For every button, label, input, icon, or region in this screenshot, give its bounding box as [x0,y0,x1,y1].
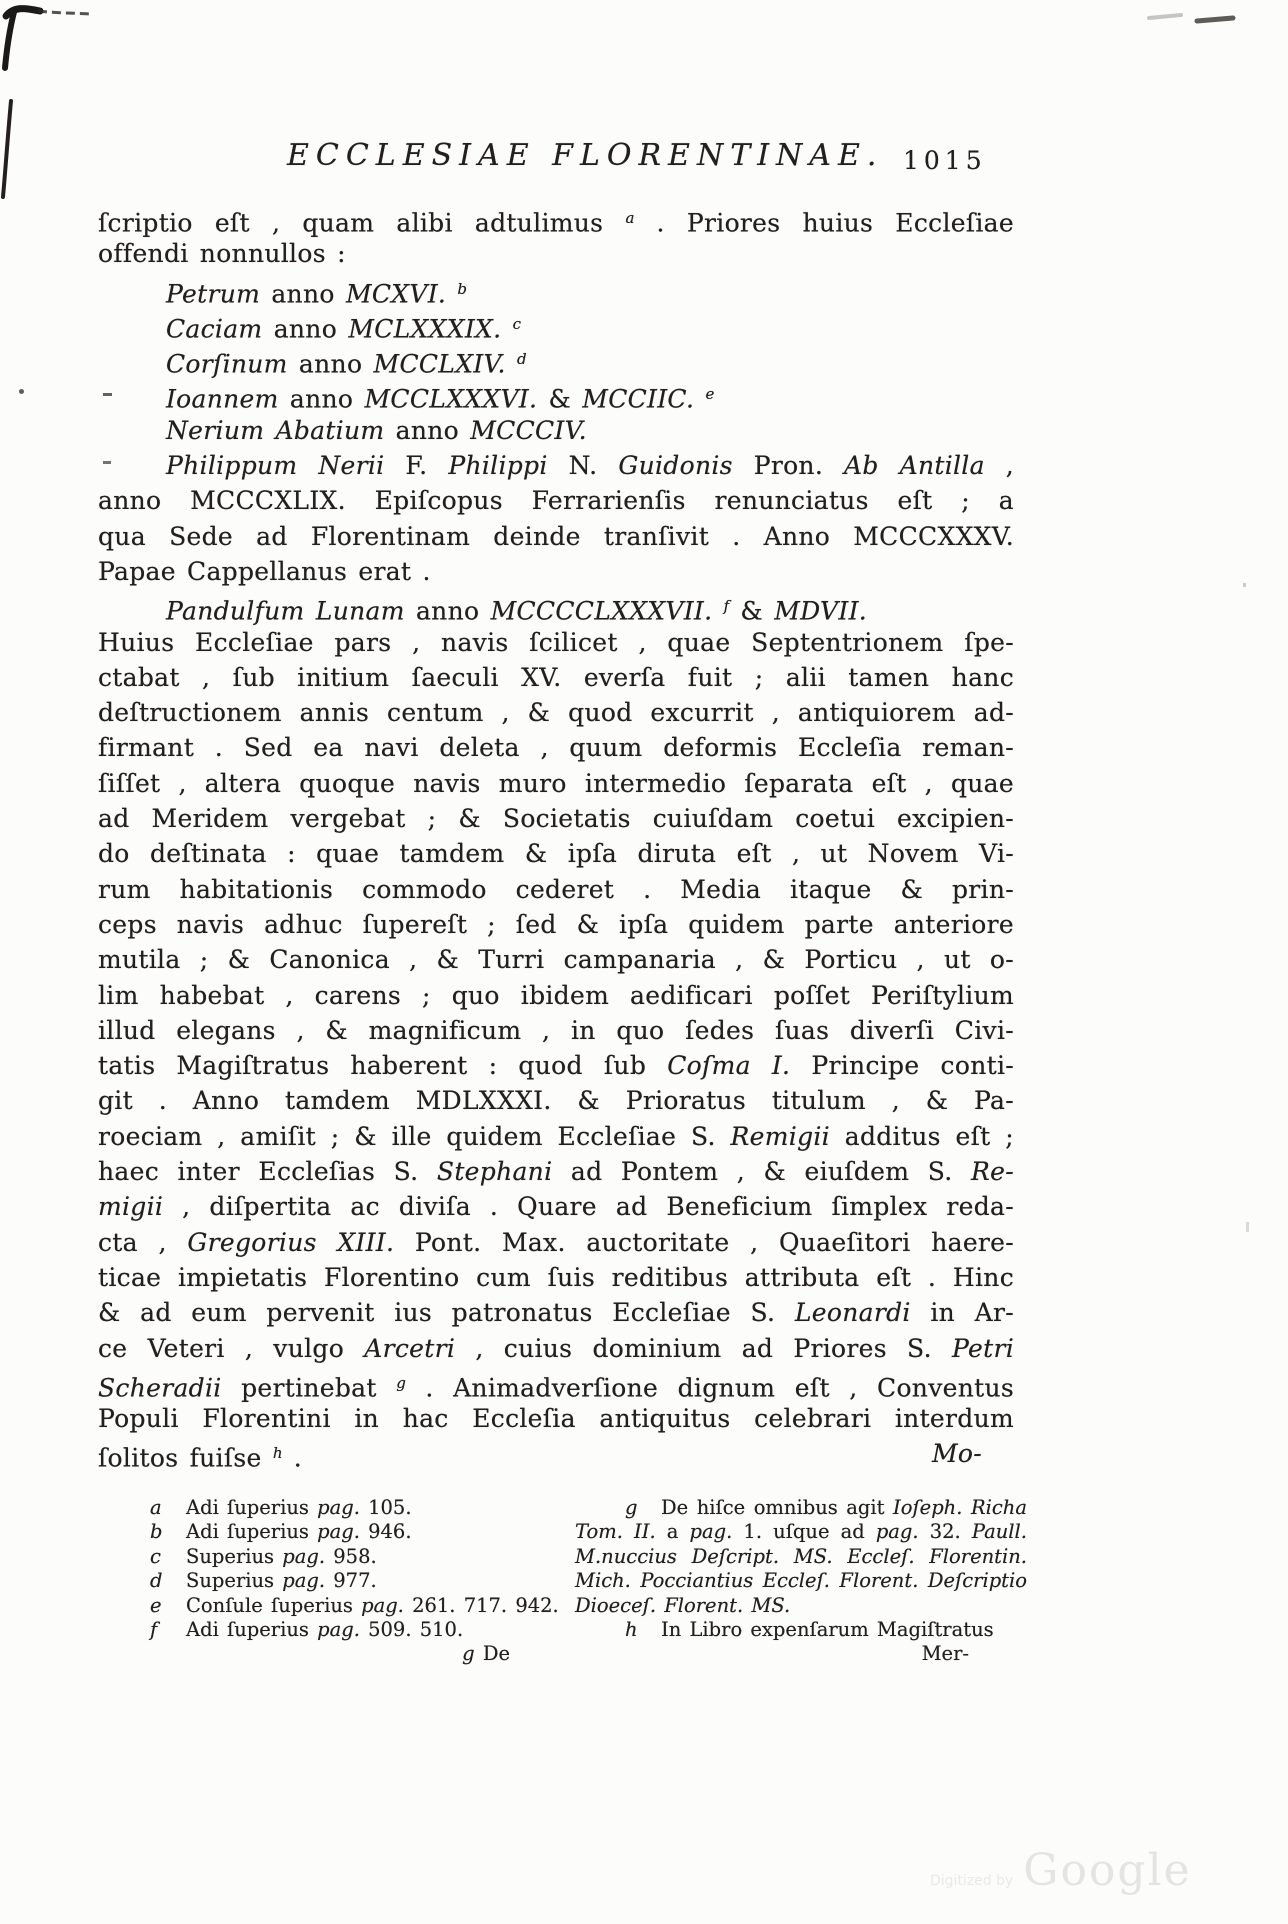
text-segment [712,597,723,626]
text-line [150,1496,548,1520]
text-segment: Mich. Pocciantius Eccleſ. Florent. Deſcriptio [575,1569,1027,1593]
text-segment: deſtructionem annis centum , & quod excurrit , antiquiorem ad- [98,698,1014,728]
text-segment: Ioannem [166,384,279,414]
text-segment: Petri [952,1333,1015,1363]
text-segment: . Animadverſione dignum eſt , Conventus [405,1373,1015,1403]
text-segment: , cuius dominium ad Priores S. [455,1333,953,1363]
text-line [98,1189,1014,1224]
text-segment: ticae impietatis Florentino cum ſuis reditibus attributa eſt . Hinc [98,1262,1014,1292]
text-line [98,413,1014,448]
text-segment: pag. [317,1617,360,1641]
footnote-reference: a [625,209,635,227]
text-segment: Scheradii [98,1373,222,1403]
text-segment: Huius Eccleſiae pars , navis ſcilicet , quae Septentrionem ſpe- [98,627,1014,657]
ink-stroke-mark [0,0,130,220]
text-line [98,589,1014,624]
footnote-reference: e [705,385,715,404]
footnote-marker: b [150,1520,163,1544]
text-line [98,1401,1014,1436]
text-segment: 958. [325,1544,377,1568]
text-segment: , diſpertita ac diviſa . Quare ad Beneficium ſimplex reda- [163,1192,1014,1222]
text-segment: In Libro expenſarum Magiſtratus [661,1617,994,1641]
text-line [98,766,1014,801]
text-line [575,1618,1027,1642]
text-segment: firmant . Sed ea navi deleta , quum deformis Eccleſia reman- [98,733,1014,763]
text-segment: anno [287,349,374,379]
text-segment: Adi ſuperius [186,1496,318,1519]
text-segment: ceps navis adhuc ſupereſt ; ſed & ipſa quidem parte anteriore [98,909,1014,939]
text-segment: De hiſce omnibus agit [661,1496,893,1519]
text-segment: & [729,596,775,626]
footnote-marker: c [150,1544,161,1568]
text-line [98,695,1014,730]
text-segment: Guidonis [618,451,733,481]
text-line [98,942,1014,977]
text-segment: Gregorius XIII. [187,1227,395,1257]
text-line [98,1013,1014,1048]
text-line [150,1520,548,1544]
text-line [98,801,1014,836]
text-segment: offendi nonnullos : [98,239,346,269]
text-line [98,1225,1014,1260]
text-segment: illud elegans , & magnificum , in quo ſedes ſuas diverſi Civi- [98,1015,1014,1045]
text-line [98,519,1014,554]
text-line [98,1260,1014,1295]
text-segment: lim habebat , carens ; quo ibidem aedificari poſſet Periſtylium [98,980,1014,1010]
text-line [98,377,1014,412]
text-segment: ce Veteri , vulgo [98,1333,365,1363]
text-segment: Coſma I. [667,1051,791,1081]
body-text [98,201,1014,1472]
text-segment: pag. [317,1520,360,1544]
text-segment: do deſtinata : quae tamdem & ipſa diruta eſt , ut Novem Vi- [98,839,1014,869]
text-segment: Principe conti- [790,1051,1014,1081]
text-line [98,978,1014,1013]
text-segment: M.nuccius Deſcript. MS. Eccleſ. Florentin. [575,1544,1027,1568]
text-segment: ſcriptio eſt , quam alibi adtulimus [98,208,626,238]
text-line [98,448,1014,483]
catchword: Mo- [932,1439,982,1469]
text-line [575,1520,1027,1544]
text-segment: N. [547,451,619,481]
text-line [98,1366,1014,1401]
text-segment: Nerium Abatium [166,415,385,445]
text-line [575,1594,1027,1618]
text-segment: Re- [971,1157,1015,1187]
text-segment: anno [404,596,491,626]
text-segment: Dioeceſ. Florent. MS. [575,1593,791,1617]
text-line [98,1295,1014,1330]
text-segment: MCCLXXXVI. [364,384,538,414]
text-line [98,554,1014,589]
footnote-marker: g [625,1496,638,1519]
text-segment: Mer- [921,1642,969,1666]
text-segment: 1. uſque ad [732,1520,876,1544]
text-segment: rum habitationis commodo cederet . Media itaque & prin- [98,874,1014,904]
text-segment: anno MCCCXLIX. Epiſcopus Ferrarienſis renunciatus eſt ; a [98,486,1014,516]
footnote-marker: h [625,1617,638,1641]
text-segment: Leonardi [794,1298,911,1328]
text-segment: git . Anno tamdem MDLXXXI. & Prioratus titulum , & Pa- [98,1086,1014,1116]
text-segment: Philippum Nerii [166,451,385,481]
text-segment: De [474,1642,510,1666]
footnote-marker: f [150,1617,158,1641]
text-line [575,1496,1027,1520]
running-title: ECCLESIAE FLORENTINAE. [287,138,884,173]
text-line [98,1154,1014,1189]
text-segment: Stephani [436,1157,553,1187]
text-line [98,872,1014,907]
footnote-reference: f [723,597,730,616]
text-segment: MCXVI. [345,278,447,308]
footnote-reference: d [516,350,527,369]
text-segment: migii [98,1192,164,1222]
text-segment: 509. 510. [359,1617,464,1641]
text-segment: MCCCCLXXXVII. [490,596,713,626]
text-segment: g [462,1642,475,1666]
text-segment: haec inter Eccleſias S. [98,1157,437,1187]
text-segment: Adi ſuperius [186,1617,318,1641]
footnote-reference: b [457,279,468,298]
text-segment: Arcetri [364,1333,456,1363]
text-line [98,236,1014,271]
text-segment: & ad eum pervenit ius patronatus Eccleſiae S. [98,1298,795,1328]
text-segment: additus eſt ; [829,1121,1014,1151]
text-segment: Caciam [166,314,263,344]
text-segment: anno [260,278,346,308]
text-line [98,907,1014,942]
text-segment: a [655,1520,690,1544]
text-segment: Conſule ſuperius [186,1593,362,1617]
text-segment: 105. [359,1496,412,1519]
text-line [98,1048,1014,1083]
text-segment: pag. [875,1520,919,1544]
pen-dash-marks [1135,4,1255,36]
text-segment: . Priores huius Eccleſiae [634,208,1014,238]
text-line [98,201,1014,236]
text-segment: pertinebat [221,1373,397,1403]
text-line [98,1083,1014,1118]
text-segment: anno [262,314,349,344]
text-segment: Populi Florentini in hac Eccleſia antiquitus celebrari interdum [98,1404,1014,1434]
text-segment: tatis Magiſtratus haberent : quod ſub [98,1051,668,1081]
scan-speck [1246,1222,1249,1232]
text-segment [446,279,457,308]
text-segment: Superius [186,1569,283,1593]
google-logo-watermark: Google [1023,1845,1192,1896]
text-segment: MCLXXXIX. [348,314,502,344]
text-segment: pag. [361,1593,404,1617]
text-segment: 946. [359,1520,412,1544]
text-segment: mutila ; & Canonica , & Turri campanaria , & Porticu , ut o- [98,945,1014,975]
scan-speck [1243,583,1246,587]
text-segment: F. [384,451,449,481]
text-line [150,1642,548,1666]
text-segment: 261. 717. 942. [403,1593,559,1617]
text-segment: anno [278,384,365,414]
text-line [575,1545,1027,1569]
text-segment: pag. [282,1569,326,1593]
text-line [575,1569,1027,1593]
text-segment: Papae Cappellanus erat . [98,556,431,586]
text-line [98,1331,1014,1366]
footnote-marker: a [150,1496,162,1519]
footnotes-right-column [575,1496,1027,1667]
text-segment: cta , [98,1227,188,1257]
text-segment: ſiſſet , altera quoque navis muro intermedio ſeparata eſt , quae [98,768,1014,798]
text-line [575,1642,1027,1666]
text-segment: & [537,384,583,414]
text-segment: Philippi [448,451,548,481]
text-line [98,272,1014,307]
text-line [98,307,1014,342]
text-segment: MDVII. [774,596,867,626]
text-segment: Ioſeph. Richa [893,1496,1027,1519]
watermark [930,1845,1192,1896]
footnote-marker: d [150,1569,163,1593]
text-segment: Ab Antilla [844,451,985,481]
text-segment: Corſinum [166,349,288,379]
text-line [98,625,1014,660]
text-line [150,1569,548,1593]
footnote-reference: c [512,314,522,333]
text-segment: pag. [282,1544,326,1568]
text-line [98,660,1014,695]
footnote-marker: e [150,1593,162,1617]
page-number: 1015 [903,146,987,175]
ink-dot-mark [19,389,24,394]
text-line [98,730,1014,765]
text-segment: Superius [186,1544,283,1568]
text-line [98,1436,1014,1471]
text-segment: MCCCIV. [470,415,587,445]
text-line [98,342,1014,377]
text-segment [506,349,517,378]
text-segment: Pont. Max. auctoritate , Quaeſitori haere- [394,1227,1015,1257]
text-segment: anno [384,415,471,445]
text-segment: ad Meridem vergebat ; & Societatis cuiuſdam coetui excipien- [98,804,1014,834]
footnote-reference: g [396,1373,406,1392]
text-line [150,1593,559,1618]
text-segment: in Ar- [910,1298,1014,1328]
text-segment: Petrum [166,278,261,308]
text-segment: ſolitos fuiſse [98,1443,273,1473]
text-segment: qua Sede ad Florentinam deinde tranſivit . Anno MCCCXXXV. [98,521,1014,551]
text-segment: roeciam , amiſit ; & ille quidem Eccleſiae S. [98,1121,731,1151]
text-segment: Tom. II. [575,1520,656,1544]
text-line [98,836,1014,871]
text-segment: ctabat , ſub initium ſaeculi XV. everſa fuit ; alii tamen hanc [98,662,1014,692]
text-segment: Pron. [732,451,845,481]
text-line [98,1119,1014,1154]
text-segment: MCCLXIV. [373,349,506,379]
text-line [150,1545,548,1569]
text-segment [501,314,512,343]
text-segment: Adi ſuperius [186,1520,318,1544]
footnote-reference: h [272,1444,283,1463]
text-segment: 32. [918,1520,972,1544]
text-segment: 977. [325,1569,377,1593]
text-segment: Remigii [730,1121,830,1151]
text-segment: pag. [689,1520,733,1544]
text-segment [694,385,705,414]
text-segment: . [282,1443,303,1473]
text-segment: Paull. [971,1520,1027,1544]
text-segment: MCCIIC. [582,384,695,414]
text-line [150,1618,548,1642]
footnotes-left-column [150,1496,559,1667]
text-segment: , [984,451,1014,481]
text-segment: pag. [317,1496,360,1519]
text-line [98,483,1014,518]
text-segment: ad Pontem , & eiuſdem S. [552,1157,972,1187]
text-segment: Pandulfum Lunam [166,596,405,626]
watermark-prefix: Digitized by [930,1873,1014,1889]
